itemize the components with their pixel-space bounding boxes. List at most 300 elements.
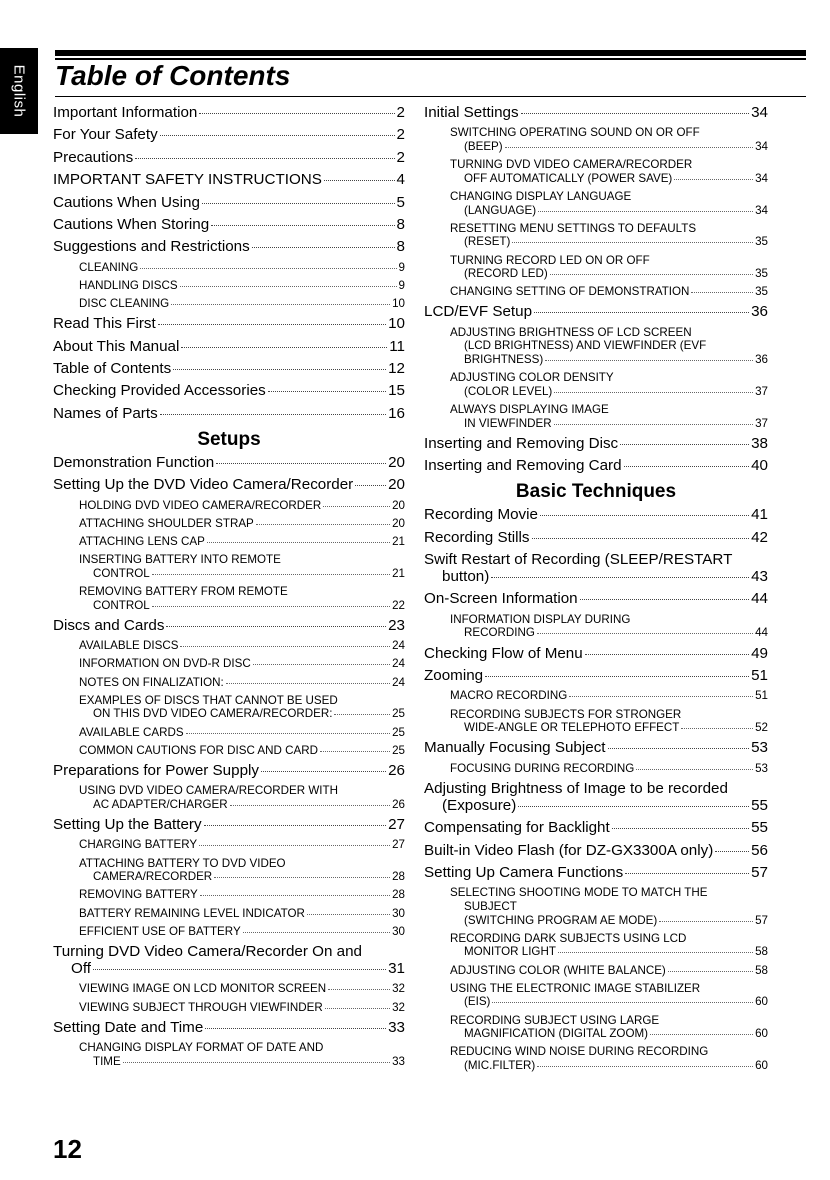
entry-title-cont: (LCD BRIGHTNESS) AND VIEWFINDER (EVF [464, 339, 707, 353]
entry-title: Setting Up Camera Functions [424, 864, 624, 882]
toc-subentry[interactable] [53, 744, 405, 758]
entry-title-cont: (LANGUAGE) [464, 203, 537, 217]
toc-subentry[interactable] [53, 585, 405, 612]
language-tab-label: English [10, 64, 28, 118]
dot-leader [323, 506, 390, 507]
entry-title: Cautions When Using [53, 193, 200, 211]
toc-subentry[interactable] [424, 708, 768, 735]
toc-subentry[interactable] [424, 126, 768, 153]
toc-entry[interactable] [424, 506, 768, 523]
entry-page: 25 [392, 725, 405, 739]
toc-subentry[interactable] [53, 279, 405, 293]
toc-entry[interactable] [53, 216, 405, 233]
toc-subentry[interactable] [53, 982, 405, 996]
entry-title: Swift Restart of Recording (SLEEP/RESTART [424, 550, 733, 568]
toc-entry[interactable] [53, 943, 405, 977]
entry-title: HOLDING DVD VIDEO CAMERA/RECORDER [79, 498, 322, 512]
entry-title: TURNING DVD VIDEO CAMERA/RECORDER [450, 158, 693, 172]
dot-leader [171, 304, 390, 305]
toc-entry[interactable] [424, 435, 768, 452]
entry-title: REMOVING BATTERY [79, 888, 198, 902]
entry-page: 37 [755, 384, 768, 398]
entry-last-line [450, 721, 768, 735]
toc-entry[interactable] [53, 382, 405, 399]
toc-subentry[interactable] [424, 964, 768, 978]
toc-subentry[interactable] [53, 297, 405, 311]
toc-list-left [53, 104, 405, 1068]
entry-title: COMMON CAUTIONS FOR DISC AND CARD [79, 743, 318, 757]
dot-leader [214, 877, 390, 878]
entry-title: RECORDING DARK SUBJECTS USING LCD [450, 931, 687, 945]
dot-leader [612, 828, 749, 829]
entry-title: RECORDING SUBJECTS FOR STRONGER [450, 707, 682, 721]
toc-subentry[interactable] [53, 784, 405, 811]
dot-leader [485, 676, 749, 677]
entry-last-line [450, 172, 768, 186]
dot-leader [166, 626, 386, 627]
entry-title: ADJUSTING COLOR DENSITY [450, 371, 614, 385]
toc-left-column [53, 104, 405, 1073]
dot-leader [545, 360, 753, 361]
dot-leader [540, 515, 749, 516]
toc-entry[interactable] [53, 816, 405, 833]
entry-title: AVAILABLE DISCS [79, 639, 179, 653]
entry-title: Inserting and Removing Disc [424, 434, 619, 452]
entry-last-line [53, 960, 405, 977]
toc-entry[interactable] [53, 360, 405, 377]
entry-title: Inserting and Removing Card [424, 457, 622, 475]
entry-title: ADJUSTING COLOR (WHITE BALANCE) [450, 963, 666, 977]
entry-last-line [424, 568, 768, 585]
entry-title: Initial Settings [424, 104, 519, 121]
toc-subentry[interactable] [53, 1041, 405, 1068]
dot-leader [205, 1028, 386, 1029]
entry-page: 24 [392, 639, 405, 653]
entry-page: 15 [388, 382, 405, 400]
dot-leader [650, 1034, 753, 1035]
dot-leader [230, 805, 390, 806]
entry-title: DISC CLEANING [79, 297, 170, 311]
entry-last-line [79, 870, 405, 884]
entry-last-line [450, 204, 768, 218]
entry-page: 28 [392, 888, 405, 902]
entry-title: ATTACHING LENS CAP [79, 535, 205, 549]
dot-leader [550, 274, 753, 275]
dot-leader [211, 225, 394, 226]
toc-entry[interactable] [53, 617, 405, 634]
entry-last-line [450, 235, 768, 249]
entry-page: 31 [388, 959, 405, 977]
entry-title-cont: RECORDING [464, 626, 535, 640]
toc-subentry[interactable] [424, 371, 768, 398]
toc-subentry[interactable] [424, 982, 768, 1009]
entry-last-line [424, 797, 768, 814]
entry-title: EFFICIENT USE OF BATTERY [79, 924, 241, 938]
dot-leader [93, 969, 386, 970]
entry-page: 4 [396, 171, 405, 189]
toc-entry[interactable] [424, 819, 768, 836]
dot-leader [585, 654, 749, 655]
toc-subentry[interactable] [424, 403, 768, 430]
entry-title: Adjusting Brightness of Image to be recorded [424, 779, 728, 797]
toc-entry[interactable] [424, 739, 768, 756]
toc-entry[interactable] [53, 315, 405, 332]
toc-subentry[interactable] [53, 925, 405, 939]
entry-page: 35 [755, 267, 768, 281]
toc-entry[interactable] [53, 476, 405, 493]
dot-leader [334, 714, 390, 715]
dot-leader [202, 203, 395, 204]
dot-leader [355, 485, 386, 486]
entry-page: 22 [392, 598, 405, 612]
toc-subentry[interactable] [53, 838, 405, 852]
dot-leader [216, 463, 386, 464]
dot-leader [624, 466, 750, 467]
entry-page: 60 [755, 995, 768, 1009]
entry-title: On-Screen Information [424, 590, 578, 608]
entry-page: 26 [392, 797, 405, 811]
toc-subentry[interactable] [53, 657, 405, 671]
toc-subentry[interactable] [53, 639, 405, 653]
entry-page: 2 [396, 104, 405, 121]
entry-page: 21 [392, 566, 405, 580]
entry-title-cont: ON THIS DVD VIDEO CAMERA/RECORDER: [93, 707, 333, 721]
entry-title: BATTERY REMAINING LEVEL INDICATOR [79, 906, 305, 920]
entry-last-line [450, 1027, 768, 1041]
dot-leader [256, 524, 390, 525]
entry-page: 11 [389, 337, 405, 355]
entry-title: REMOVING BATTERY FROM REMOTE [79, 584, 288, 598]
toc-entry[interactable] [53, 454, 405, 471]
entry-title: Preparations for Power Supply [53, 761, 259, 779]
entry-page: 58 [755, 945, 768, 959]
entry-title-cont: OFF AUTOMATICALLY (POWER SAVE) [464, 171, 673, 185]
toc-subentry[interactable] [53, 553, 405, 580]
entry-page: 36 [755, 353, 768, 367]
dot-leader [180, 286, 397, 287]
toc-subentry[interactable] [424, 932, 768, 959]
toc-subentry[interactable] [424, 886, 768, 927]
toc-entry[interactable] [53, 238, 405, 255]
toc-subentry[interactable] [424, 190, 768, 217]
page-title: Table of Contents [55, 60, 291, 91]
dot-leader [518, 806, 749, 807]
dot-leader [554, 392, 753, 393]
dot-leader [268, 391, 386, 392]
toc-entry[interactable] [53, 126, 405, 143]
entry-page: 9 [398, 278, 405, 292]
entry-page: 28 [392, 870, 405, 884]
entry-title: CHANGING SETTING OF DEMONSTRATION [450, 285, 690, 299]
entry-title-cont: (MIC.FILTER) [464, 1058, 536, 1072]
entry-page: 35 [755, 285, 768, 299]
toc-entry[interactable] [424, 842, 768, 859]
entry-page: 44 [751, 590, 768, 608]
toc-subentry[interactable] [424, 158, 768, 185]
entry-page: 30 [392, 924, 405, 938]
dot-leader [492, 1002, 753, 1003]
dot-leader [200, 895, 390, 896]
entry-last-line [450, 417, 768, 431]
entry-title: Setting Date and Time [53, 1018, 204, 1036]
entry-title-cont: (COLOR LEVEL) [464, 384, 553, 398]
entry-title-cont: SUBJECT [464, 900, 517, 914]
entry-title: LCD/EVF Setup [424, 303, 533, 321]
toc-entry[interactable] [53, 1019, 405, 1036]
entry-title-cont: (BEEP) [464, 139, 503, 153]
entry-title: Table of Contents [53, 360, 172, 378]
toc-subentry[interactable] [53, 676, 405, 690]
toc-entry[interactable] [424, 864, 768, 881]
entry-page: 42 [751, 528, 768, 546]
entry-title: Built-in Video Flash (for DZ-GX3300A only) [424, 841, 714, 859]
entry-title: Checking Flow of Menu [424, 644, 583, 662]
entry-title-cont: (Exposure) [442, 796, 517, 814]
toc-subentry[interactable] [424, 285, 768, 299]
entry-page: 57 [755, 913, 768, 927]
entry-title: ALWAYS DISPLAYING IMAGE [450, 403, 609, 417]
entry-title: Read This First [53, 315, 156, 333]
entry-title-cont: (RESET) [464, 235, 511, 249]
toc-entry[interactable] [424, 780, 768, 814]
toc-entry[interactable] [424, 645, 768, 662]
dot-leader [681, 728, 753, 729]
dot-leader [537, 1066, 753, 1067]
dot-leader [532, 538, 750, 539]
entry-last-line [450, 385, 768, 399]
dot-leader [152, 606, 390, 607]
toc-subentry[interactable] [53, 726, 405, 740]
entry-page: 37 [755, 416, 768, 430]
entry-page: 20 [388, 453, 405, 471]
dot-leader [158, 324, 386, 325]
dot-leader [173, 369, 386, 370]
entry-title: ATTACHING BATTERY TO DVD VIDEO [79, 856, 286, 870]
entry-title: About This Manual [53, 337, 180, 355]
entry-page: 8 [396, 238, 405, 256]
toc-entry[interactable] [53, 338, 405, 355]
toc-subentry[interactable] [53, 907, 405, 921]
entry-last-line [79, 1055, 405, 1069]
entry-title: Demonstration Function [53, 453, 215, 471]
dot-leader [199, 113, 394, 114]
toc-subentry[interactable] [424, 1045, 768, 1072]
dot-leader [636, 769, 753, 770]
entry-title: EXAMPLES OF DISCS THAT CANNOT BE USED [79, 693, 338, 707]
entry-title: Compensating for Backlight [424, 819, 610, 837]
dot-leader [512, 242, 753, 243]
entry-page: 23 [388, 616, 405, 634]
page-number: 12 [53, 1134, 82, 1164]
toc-entry[interactable] [424, 667, 768, 684]
entry-title: IMPORTANT SAFETY INSTRUCTIONS [53, 171, 322, 189]
toc-subentry[interactable] [424, 689, 768, 703]
entry-page: 34 [755, 203, 768, 217]
entry-title: Discs and Cards [53, 616, 165, 634]
dot-leader [160, 135, 395, 136]
entry-title: Setting Up the Battery [53, 816, 202, 834]
entry-title-cont: (SWITCHING PROGRAM AE MODE) [464, 913, 658, 927]
entry-page: 34 [751, 104, 768, 121]
entry-page: 24 [392, 657, 405, 671]
entry-page: 51 [751, 666, 768, 684]
entry-title: Manually Focusing Subject [424, 739, 606, 757]
entry-title: INFORMATION ON DVD-R DISC [79, 657, 251, 671]
entry-title: NOTES ON FINALIZATION: [79, 675, 224, 689]
dot-leader [320, 751, 390, 752]
entry-title: INSERTING BATTERY INTO REMOTE [79, 553, 281, 567]
entry-last-line [79, 707, 405, 721]
entry-page: 27 [392, 838, 405, 852]
dot-leader [674, 179, 753, 180]
dot-leader [204, 825, 387, 826]
entry-title: TURNING RECORD LED ON OR OFF [450, 253, 650, 267]
toc-subentry[interactable] [53, 535, 405, 549]
entry-page: 60 [755, 1058, 768, 1072]
entry-title: RECORDING SUBJECT USING LARGE [450, 1013, 660, 1027]
entry-page: 41 [751, 506, 768, 524]
entry-page: 53 [755, 761, 768, 775]
entry-title-cont: TIME [93, 1054, 121, 1068]
entry-page: 34 [755, 171, 768, 185]
entry-page: 51 [755, 689, 768, 703]
dot-leader [181, 347, 387, 348]
dot-leader [123, 1062, 390, 1063]
entry-page: 34 [755, 139, 768, 153]
dot-leader [608, 748, 750, 749]
entry-page: 52 [755, 721, 768, 735]
entry-title: MACRO RECORDING [450, 689, 568, 703]
entry-page: 56 [751, 841, 768, 859]
entry-page: 20 [392, 498, 405, 512]
entry-title-cont: Off [71, 959, 91, 977]
toc-subentry[interactable] [53, 888, 405, 902]
entry-page: 58 [755, 963, 768, 977]
entry-page: 25 [392, 707, 405, 721]
dot-leader [261, 771, 386, 772]
entry-title: CHANGING DISPLAY LANGUAGE [450, 189, 632, 203]
toc-entry[interactable] [53, 405, 405, 422]
entry-title: USING THE ELECTRONIC IMAGE STABILIZER [450, 981, 701, 995]
dot-leader [307, 914, 390, 915]
toc-entry[interactable] [53, 762, 405, 779]
toc-subentry[interactable] [53, 857, 405, 884]
toc-subentry[interactable] [53, 1001, 405, 1015]
entry-title-cont: BRIGHTNESS) [464, 353, 544, 367]
toc-entry[interactable] [424, 551, 768, 585]
dot-leader [243, 932, 390, 933]
toc-subentry[interactable] [424, 1014, 768, 1041]
entry-page: 35 [755, 235, 768, 249]
entry-title: VIEWING IMAGE ON LCD MONITOR SCREEN [79, 982, 327, 996]
entry-page: 26 [388, 761, 405, 779]
entry-page: 36 [751, 303, 768, 321]
entry-page: 33 [392, 1054, 405, 1068]
entry-title-cont: CONTROL [93, 598, 150, 612]
entry-page: 8 [396, 215, 405, 233]
entry-title: INFORMATION DISPLAY DURING [450, 612, 631, 626]
toc-subentry[interactable] [53, 517, 405, 531]
entry-title: AVAILABLE CARDS [79, 725, 184, 739]
toc-subentry[interactable] [53, 261, 405, 275]
entry-title: ADJUSTING BRIGHTNESS OF LCD SCREEN [450, 325, 692, 339]
entry-page: 33 [388, 1018, 405, 1036]
entry-title: CHARGING BATTERY [79, 838, 198, 852]
entry-page: 2 [396, 148, 405, 166]
dot-leader [558, 952, 753, 953]
entry-page: 16 [388, 404, 405, 422]
entry-title: RESETTING MENU SETTINGS TO DEFAULTS [450, 221, 697, 235]
title-rule [55, 96, 806, 97]
toc-entry[interactable] [53, 194, 405, 211]
dot-leader [199, 845, 390, 846]
entry-page: 9 [398, 260, 405, 274]
dot-leader [135, 158, 394, 159]
language-tab [0, 48, 38, 134]
entry-last-line [450, 945, 768, 959]
entry-title: CHANGING DISPLAY FORMAT OF DATE AND [79, 1041, 324, 1055]
toc-subentry[interactable] [53, 694, 405, 721]
toc-entry[interactable] [53, 149, 405, 166]
toc-subentry[interactable] [424, 222, 768, 249]
toc-right-column [424, 104, 768, 1077]
entry-title-cont: (RECORD LED) [464, 267, 548, 281]
toc-subentry[interactable] [424, 326, 768, 367]
dot-leader [226, 683, 390, 684]
entry-last-line [450, 995, 768, 1009]
entry-page: 38 [751, 434, 768, 452]
dot-leader [505, 147, 753, 148]
entry-page: 2 [396, 126, 405, 144]
dot-leader [554, 424, 753, 425]
dot-leader [620, 444, 749, 445]
dot-leader [668, 971, 753, 972]
dot-leader [328, 989, 390, 990]
entry-title: Checking Provided Accessories [53, 382, 266, 400]
toc-subentry[interactable] [424, 613, 768, 640]
toc-entry[interactable] [424, 590, 768, 607]
toc-entry[interactable] [424, 457, 768, 474]
entry-page: 20 [392, 516, 405, 530]
section-heading: Setups [197, 428, 261, 450]
entry-page: 30 [392, 906, 405, 920]
toc-entry[interactable] [424, 303, 768, 320]
entry-title: Important Information [53, 104, 198, 121]
toc-subentry[interactable] [53, 499, 405, 513]
entry-title: Names of Parts [53, 404, 158, 422]
entry-title: Suggestions and Restrictions [53, 238, 250, 256]
toc-subentry[interactable] [424, 762, 768, 776]
entry-page: 55 [751, 819, 768, 837]
entry-page: 5 [396, 193, 405, 211]
dot-leader [521, 113, 750, 114]
dot-leader [659, 921, 753, 922]
dot-leader [186, 733, 390, 734]
entry-page: 53 [751, 739, 768, 757]
entry-title: ATTACHING SHOULDER STRAP [79, 516, 254, 530]
entry-page: 10 [388, 315, 405, 333]
dot-leader [691, 292, 753, 293]
toc-entry[interactable] [53, 171, 405, 188]
entry-last-line [450, 914, 768, 928]
toc-entry[interactable] [424, 529, 768, 546]
toc-entry[interactable] [53, 104, 405, 121]
dot-leader [537, 633, 753, 634]
toc-subentry[interactable] [424, 254, 768, 281]
toc-entry[interactable] [424, 104, 768, 121]
entry-title: SELECTING SHOOTING MODE TO MATCH THE [450, 886, 708, 900]
entry-page: 27 [388, 816, 405, 834]
